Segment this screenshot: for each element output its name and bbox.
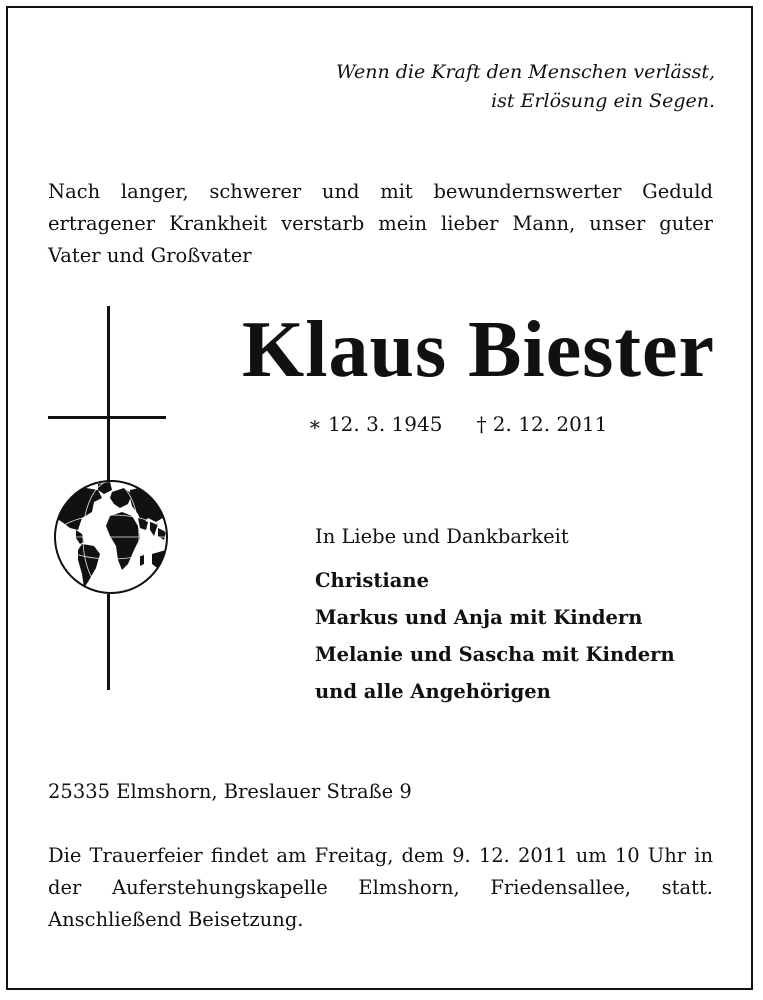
cross-crossbar xyxy=(48,416,166,419)
deceased-name: Klaus Biester xyxy=(242,306,715,394)
death-date: † 2. 12. 2011 xyxy=(476,412,608,436)
family-address: 25335 Elmshorn, Breslauer Straße 9 xyxy=(48,780,412,803)
mourner-name: und alle Angehörigen xyxy=(315,680,551,703)
globe-icon xyxy=(52,478,170,596)
mourner-name: Markus und Anja mit Kindern xyxy=(315,606,643,629)
intro-text: Nach langer, schwerer und mit bewundernswerter Geduld ertragener Krankheit verstarb mein lieber Mann, unser guter Vater und Großvater xyxy=(48,180,713,267)
mourner-name: Christiane xyxy=(315,569,429,592)
cross-upper-beam xyxy=(107,306,110,484)
quote-line-2: ist Erlösung ein Segen. xyxy=(491,90,715,112)
life-dates xyxy=(308,408,628,440)
quote-line-1: Wenn die Kraft den Menschen verlässt, xyxy=(336,61,715,83)
mourner-name: Melanie und Sascha mit Kindern xyxy=(315,643,675,666)
mourners-block xyxy=(315,520,735,710)
birth-date: ∗ 12. 3. 1945 xyxy=(308,412,443,436)
cross-lower-beam xyxy=(107,594,110,690)
quote xyxy=(215,58,715,116)
mourners-lead: In Liebe und Dankbarkeit xyxy=(315,525,569,548)
ceremony-info: Die Trauerfeier findet am Freitag, dem 9. 12. 2011 um 10 Uhr in der Auferstehungskapelle Elmshorn, Friedensallee, statt. Anschließend Beisetzung. xyxy=(48,844,713,931)
